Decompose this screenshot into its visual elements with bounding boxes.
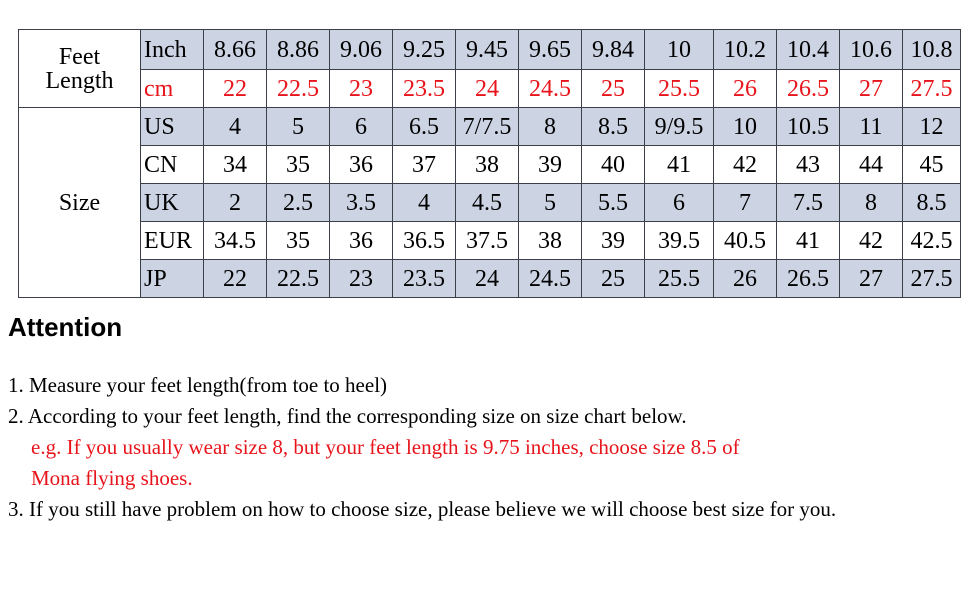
table-cell: 10 bbox=[714, 108, 777, 146]
table-cell: 8.5 bbox=[582, 108, 645, 146]
table-row bbox=[19, 146, 961, 184]
table-cell: 9.65 bbox=[519, 30, 582, 70]
table-cell: 24.5 bbox=[519, 70, 582, 108]
table-cell: 6 bbox=[330, 108, 393, 146]
table-cell: 22 bbox=[204, 260, 267, 298]
row-label-cn: CN bbox=[141, 146, 204, 184]
table-cell: 25 bbox=[582, 260, 645, 298]
table-cell: 6 bbox=[645, 184, 714, 222]
table-cell: 23 bbox=[330, 260, 393, 298]
table-cell: 5 bbox=[267, 108, 330, 146]
table-cell: 24 bbox=[456, 260, 519, 298]
instruction-2: 2. According to your feet length, find the corresponding size on size chart below. bbox=[8, 404, 687, 428]
table-cell: 22.5 bbox=[267, 70, 330, 108]
table-cell: 9/9.5 bbox=[645, 108, 714, 146]
table-cell: 6.5 bbox=[393, 108, 456, 146]
table-cell: 36 bbox=[330, 146, 393, 184]
table-cell: 39 bbox=[519, 146, 582, 184]
table-cell: 41 bbox=[645, 146, 714, 184]
table-cell: 9.84 bbox=[582, 30, 645, 70]
table-cell: 10.5 bbox=[777, 108, 840, 146]
table-cell: 40 bbox=[582, 146, 645, 184]
table-cell: 38 bbox=[456, 146, 519, 184]
table-cell: 39 bbox=[582, 222, 645, 260]
size-group-label: Size bbox=[19, 108, 141, 298]
table-cell: 27.5 bbox=[903, 70, 961, 108]
table-cell: 10.6 bbox=[840, 30, 903, 70]
row-label-us: US bbox=[141, 108, 204, 146]
table-cell: 24 bbox=[456, 70, 519, 108]
table-cell: 37.5 bbox=[456, 222, 519, 260]
row-label-uk: UK bbox=[141, 184, 204, 222]
example-line-2: Mona flying shoes. bbox=[31, 466, 193, 490]
table-cell: 41 bbox=[777, 222, 840, 260]
table-cell: 7.5 bbox=[777, 184, 840, 222]
row-label-eur: EUR bbox=[141, 222, 204, 260]
size-instructions bbox=[8, 370, 968, 525]
table-row bbox=[19, 70, 961, 108]
table-cell: 27.5 bbox=[903, 260, 961, 298]
table-cell: 36 bbox=[330, 222, 393, 260]
table-cell: 23.5 bbox=[393, 260, 456, 298]
attention-heading: Attention bbox=[8, 312, 123, 342]
table-cell: 11 bbox=[840, 108, 903, 146]
table-cell: 45 bbox=[903, 146, 961, 184]
table-cell: 22 bbox=[204, 70, 267, 108]
table-cell: 10.2 bbox=[714, 30, 777, 70]
table-cell: 4.5 bbox=[456, 184, 519, 222]
table-cell: 4 bbox=[204, 108, 267, 146]
table-row bbox=[19, 30, 961, 70]
table-cell: 24.5 bbox=[519, 260, 582, 298]
table-cell: 42.5 bbox=[903, 222, 961, 260]
table-cell: 37 bbox=[393, 146, 456, 184]
row-label-cm: cm bbox=[141, 70, 204, 108]
table-cell: 23 bbox=[330, 70, 393, 108]
table-cell: 7 bbox=[714, 184, 777, 222]
example-line-1: e.g. If you usually wear size 8, but your feet length is 9.75 inches, choose size 8.5 of bbox=[31, 435, 740, 459]
table-cell: 4 bbox=[393, 184, 456, 222]
table-cell: 2 bbox=[204, 184, 267, 222]
size-chart-table bbox=[18, 29, 961, 298]
table-cell: 40.5 bbox=[714, 222, 777, 260]
row-label-inch: Inch bbox=[141, 30, 204, 70]
table-cell: 7/7.5 bbox=[456, 108, 519, 146]
table-cell: 9.25 bbox=[393, 30, 456, 70]
table-cell: 3.5 bbox=[330, 184, 393, 222]
table-cell: 42 bbox=[714, 146, 777, 184]
table-row bbox=[19, 260, 961, 298]
table-cell: 8 bbox=[840, 184, 903, 222]
table-cell: 42 bbox=[840, 222, 903, 260]
table-cell: 26.5 bbox=[777, 260, 840, 298]
table-cell: 38 bbox=[519, 222, 582, 260]
table-cell: 12 bbox=[903, 108, 961, 146]
table-cell: 36.5 bbox=[393, 222, 456, 260]
table-cell: 25.5 bbox=[645, 70, 714, 108]
instruction-1: 1. Measure your feet length(from toe to heel) bbox=[8, 373, 388, 397]
table-cell: 35 bbox=[267, 146, 330, 184]
table-cell: 10.8 bbox=[903, 30, 961, 70]
table-cell: 25.5 bbox=[645, 260, 714, 298]
instruction-3: 3. If you still have problem on how to choose size, please believe we will choose best size for you. bbox=[8, 497, 837, 521]
table-row bbox=[19, 108, 961, 146]
table-cell: 26 bbox=[714, 70, 777, 108]
table-row bbox=[19, 184, 961, 222]
table-cell: 43 bbox=[777, 146, 840, 184]
table-cell: 35 bbox=[267, 222, 330, 260]
table-cell: 10 bbox=[645, 30, 714, 70]
table-cell: 39.5 bbox=[645, 222, 714, 260]
table-cell: 5.5 bbox=[582, 184, 645, 222]
table-cell: 26 bbox=[714, 260, 777, 298]
table-cell: 34 bbox=[204, 146, 267, 184]
feet-length-group-label: Feet Length bbox=[19, 30, 141, 108]
table-cell: 34.5 bbox=[204, 222, 267, 260]
table-cell: 8.5 bbox=[903, 184, 961, 222]
table-cell: 10.4 bbox=[777, 30, 840, 70]
table-cell: 26.5 bbox=[777, 70, 840, 108]
table-cell: 27 bbox=[840, 70, 903, 108]
table-cell: 5 bbox=[519, 184, 582, 222]
table-row bbox=[19, 222, 961, 260]
table-cell: 2.5 bbox=[267, 184, 330, 222]
table-cell: 8.86 bbox=[267, 30, 330, 70]
table-cell: 22.5 bbox=[267, 260, 330, 298]
table-cell: 8.66 bbox=[204, 30, 267, 70]
table-cell: 23.5 bbox=[393, 70, 456, 108]
table-cell: 9.45 bbox=[456, 30, 519, 70]
row-label-jp: JP bbox=[141, 260, 204, 298]
table-cell: 8 bbox=[519, 108, 582, 146]
table-cell: 27 bbox=[840, 260, 903, 298]
table-cell: 9.06 bbox=[330, 30, 393, 70]
table-cell: 44 bbox=[840, 146, 903, 184]
table-cell: 25 bbox=[582, 70, 645, 108]
